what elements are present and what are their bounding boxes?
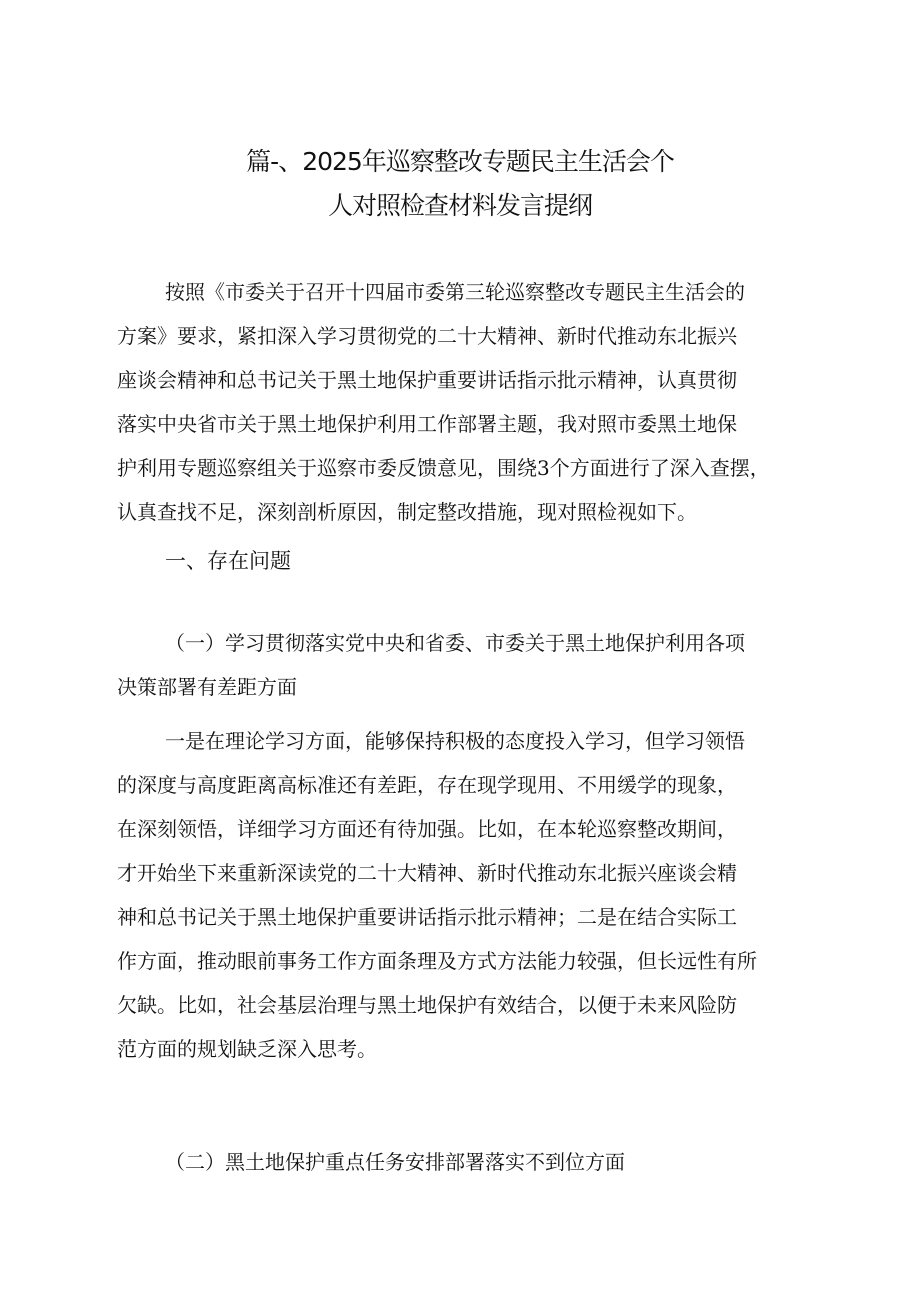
paragraph-1-line-8: 范方面的规划缺乏深入思考。 [117,1037,377,1061]
document-title-line-2: 人对照检查材料发言提纲 [327,191,592,220]
subsection-1-line-2: 决策部署有差距方面 [117,675,297,699]
intro-line-4: 落实中央省市关于黑土地保护利用工作部署主题，我对照市委黑土地保 [117,412,737,436]
paragraph-1-line-3: 在深刻领悟，详细学习方面还有待加强。比如，在本轮巡察整改期间， [117,817,737,841]
subsection-1-line-1: （一）学习贯彻落实党中央和省委、市委关于黑土地保护利用各项 [165,631,745,655]
paragraph-1-line-7: 欠缺。比如，社会基层治理与黑土地保护有效结合，以便于未来风险防 [117,993,737,1017]
paragraph-1-line-4: 才开始坐下来重新深读党的二十大精神、新时代推动东北振兴座谈会精 [117,861,737,885]
paragraph-1-line-6: 作方面，推动眼前事务工作方面条理及方式方法能力较强，但长远性有所 [117,949,757,973]
intro-line-6: 认真查找不足，深刻剖析原因，制定整改措施，现对照检视如下。 [117,500,697,524]
paragraph-1-line-5: 神和总书记关于黑土地保护重要讲话指示批示精神；二是在结合实际工 [117,905,737,929]
paragraph-1-line-2: 的深度与高度距离高标准还有差距，存在现学现用、不用缓学的现象， [117,773,737,797]
intro-line-2: 方案》要求，紧扣深入学习贯彻党的二十大精神、新时代推动东北振兴 [117,324,737,348]
intro-line-5: 护利用专题巡察组关于巡察市委反馈意见，围绕3个方面进行了深入查摆， [117,456,770,480]
intro-line-1: 按照《市委关于召开十四届市委第三轮巡察整改专题民主生活会的 [165,280,745,304]
document-title-line-1: 篇-、2025年巡察整改专题民主生活会个 [246,147,674,176]
intro-line-3: 座谈会精神和总书记关于黑土地保护重要讲话指示批示精神，认真贯彻 [117,368,737,392]
section-heading-1: 一、存在问题 [165,549,291,573]
subsection-2-heading: （二）黑土地保护重点任务安排部署落实不到位方面 [165,1150,625,1174]
paragraph-1-line-1: 一是在理论学习方面，能够保持积极的态度投入学习，但学习领悟 [165,729,745,753]
